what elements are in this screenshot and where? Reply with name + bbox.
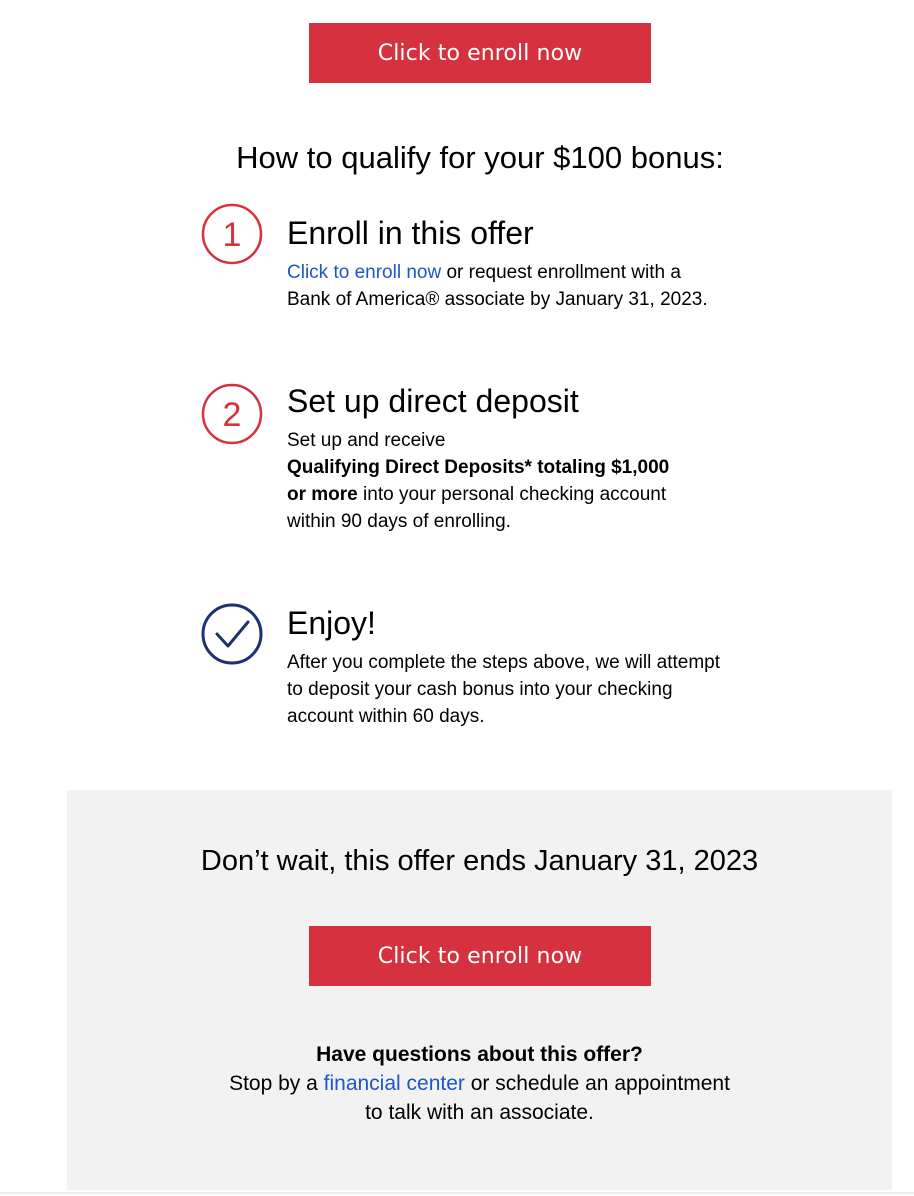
offer-ends-heading: Don’t wait, this offer ends January 31, 2023 (200, 845, 759, 877)
step-2-title: Set up direct deposit (287, 383, 579, 419)
step-1-title: Enroll in this offer (287, 215, 534, 251)
enroll-now-link[interactable]: Click to enroll now (287, 262, 442, 283)
step-2-desc-line1: Set up and receive (287, 430, 446, 451)
financial-center-link[interactable]: financial center (323, 1072, 465, 1095)
qualify-heading: How to qualify for your $100 bonus: (236, 140, 724, 175)
questions-title: Have questions about this offer? (316, 1043, 643, 1066)
step-1-number: 1 (222, 216, 242, 254)
number-1-circle-icon (200, 202, 264, 266)
step-3-description (287, 649, 807, 730)
questions-line3: to talk with an associate. (365, 1101, 594, 1124)
enroll-now-button-top[interactable]: Click to enroll now (309, 23, 651, 83)
step-2-description (287, 427, 807, 535)
questions-block (67, 1040, 892, 1127)
step-1-desc-line1: or request enrollment with a (441, 262, 681, 283)
step-2-desc-line3: into your personal checking account (357, 484, 667, 505)
step-2-desc-line4: within 90 days of enrolling. (287, 511, 511, 532)
step-3-desc-line2: to deposit your cash bonus into your checking (287, 679, 673, 700)
step-3-desc-line1: After you complete the steps above, we will attempt (287, 652, 720, 673)
checkmark-circle-icon (200, 602, 264, 666)
questions-prefix: Stop by a (229, 1072, 324, 1095)
step-2-desc-line2: Qualifying Direct Deposits* totaling $1,000 (287, 457, 670, 478)
step-1-description (287, 259, 807, 313)
step-2-desc-bold: or more (287, 484, 358, 505)
step-2-number: 2 (222, 396, 242, 434)
bottom-divider (0, 1192, 914, 1194)
enroll-now-button-bottom[interactable]: Click to enroll now (309, 926, 651, 986)
step-1-desc-line2: Bank of America® associate by January 31, 2023. (287, 289, 708, 310)
number-2-circle-icon (200, 382, 264, 446)
step-3-desc-line3: account within 60 days. (287, 706, 485, 727)
questions-suffix: or schedule an appointment (464, 1072, 730, 1095)
step-3-title: Enjoy! (287, 605, 376, 641)
